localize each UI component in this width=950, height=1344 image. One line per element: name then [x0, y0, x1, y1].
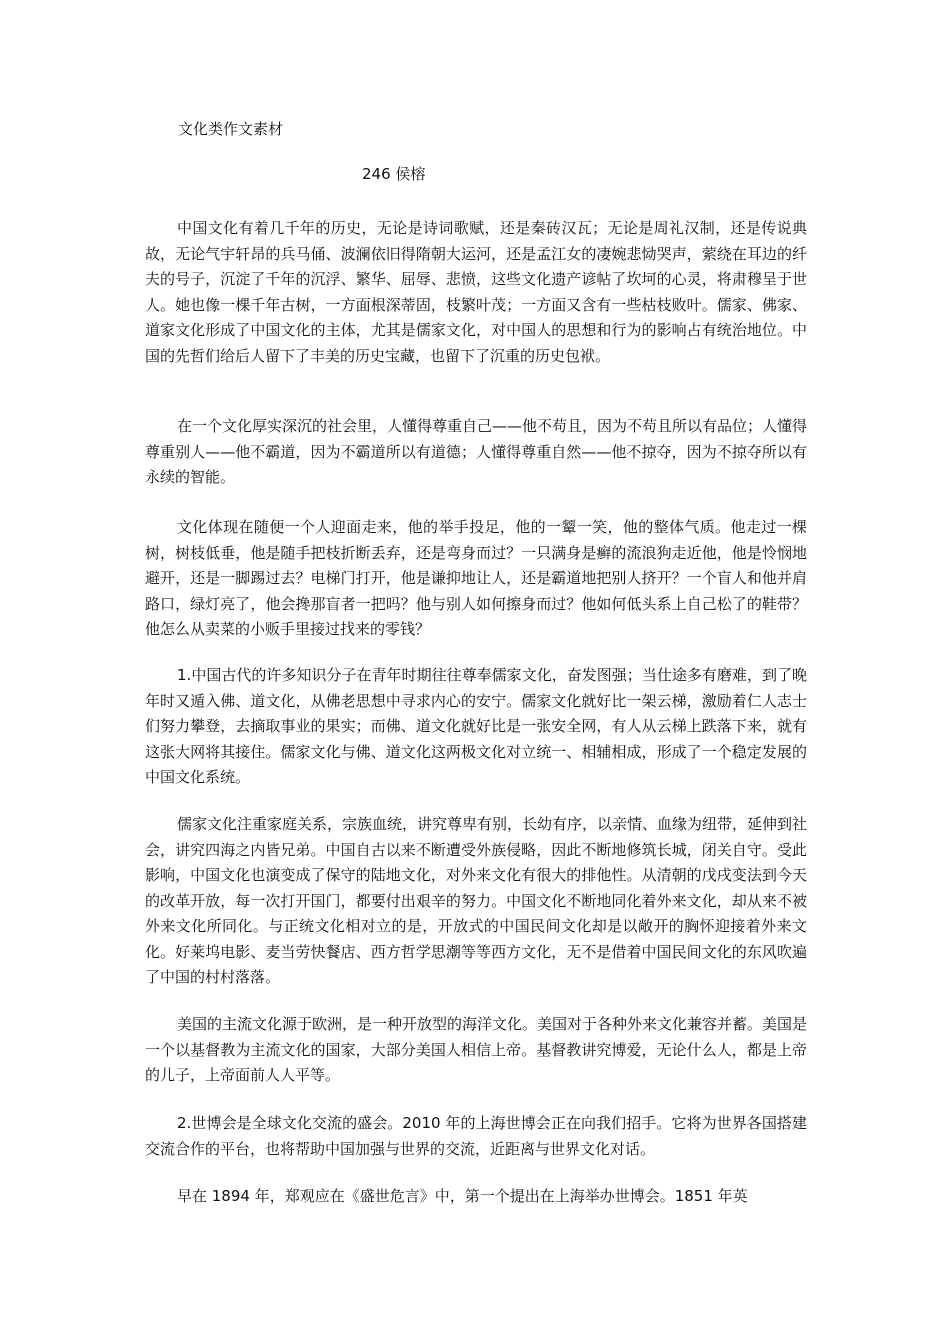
paragraph: 1.中国古代的许多知识分子在青年时期往往尊奉儒家文化，奋发图强；当仕途多有磨难，到了晚年时又遁入佛、道文化，从佛老思想中寻求内心的安宁。儒家文化就好比一架云梯，激励着仁人志士们努力攀登，去摘取事业的果实；而佛、道文化就好比是一张安全网，有人从云梯上跌落下来，就有这张大网将其接住。儒家文化与佛、道文化这两极文化对立统一、相辅相成，形成了一个稳定发展的中国文化系统。: [145, 666, 807, 786]
paragraph: 儒家文化注重家庭关系，宗族血统，讲究尊卑有别，长幼有序，以亲情、血缘为纽带，延伸到社会，讲究四海之内皆兄弟。中国自古以来不断遭受外族侵略，因此不断地修筑长城，闭关自守。受此影响，中国文化也演变成了保守的陆地文化，对外来文化有很大的排他性。从清朝的戊戌变法到今天的改革开放，每一次打开国门，都要付出艰辛的努力。中国文化不断地同化着外来文化，却从来不被外来文化所同化。与正统文化相对立的是，开放式的中国民间文化却是以敞开的胸怀迎接着外来文化。好莱坞电影、麦当劳快餐店、西方哲学思潮等等西方文化，无不是借着中国民间文化的东风吹遍了中国的村村落落。: [145, 815, 808, 986]
document-title: 文化类作文素材: [178, 120, 284, 138]
document-author: 246 侯榕: [362, 165, 426, 183]
paragraph: 在一个文化厚实深沉的社会里，人懂得尊重自己——他不苟且，因为不苟且所以有品位；人懂得尊重别人——他不霸道，因为不霸道所以有道德；人懂得尊重自然——他不掠夺，因为不掠夺所以有永续的智能。: [145, 417, 808, 486]
paragraph: 2.世博会是全球文化交流的盛会。2010 年的上海世博会正在向我们招手。它将为世界各国搭建交流合作的平台，也将帮助中国加强与世界的交流，近距离与世界文化对话。: [145, 1114, 807, 1158]
paragraph: 早在 1894 年，郑观应在《盛世危言》中，第一个提出在上海举办世博会。1851 年英: [177, 1187, 748, 1205]
paragraph: 中国文化有着几千年的历史，无论是诗词歌赋，还是秦砖汉瓦；无论是周礼汉制，还是传说典故，无论气宇轩昂的兵马俑、波澜依旧得隋朝大运河，还是孟江女的凄婉悲恸哭声，萦绕在耳边的纤夫的号子，沉淀了千年的沉浮、繁华、屈辱、悲愤，这些文化遗产谚帖了坎坷的心灵，将肃穆呈于世人。她也像一棵千年古树，一方面根深蒂固，枝繁叶茂；一方面又含有一些枯枝败叶。儒家、佛家、道家文化形成了中国文化的主体，尤其是儒家文化，对中国人的思想和行为的影响占有统治地位。中国的先哲们给后人留下了丰美的历史宝藏，也留下了沉重的历史包袱。: [145, 219, 807, 365]
paragraph: 文化体现在随便一个人迎面走来，他的举手投足，他的一颦一笑，他的整体气质。他走过一棵树，树枝低垂，他是随手把枝折断丢弃，还是弯身而过？一只满身是癣的流浪狗走近他，他是怜悯地避开，还是一脚踢过去？电梯门打开，他是谦抑地让人，还是霸道地把别人挤开？一个盲人和他并肩路口，绿灯亮了，他会搀那盲者一把吗？他与别人如何擦身而过？他如何低头系上自己松了的鞋带？他怎么从卖菜的小贩手里接过找来的零钱？: [145, 518, 807, 638]
paragraph: 美国的主流文化源于欧洲，是一种开放型的海洋文化。美国对于各种外来文化兼容并蓄。美国是一个以基督教为主流文化的国家，大部分美国人相信上帝。基督教讲究博爱，无论什么人，都是上帝的儿子，上帝面前人人平等。: [145, 1015, 808, 1084]
